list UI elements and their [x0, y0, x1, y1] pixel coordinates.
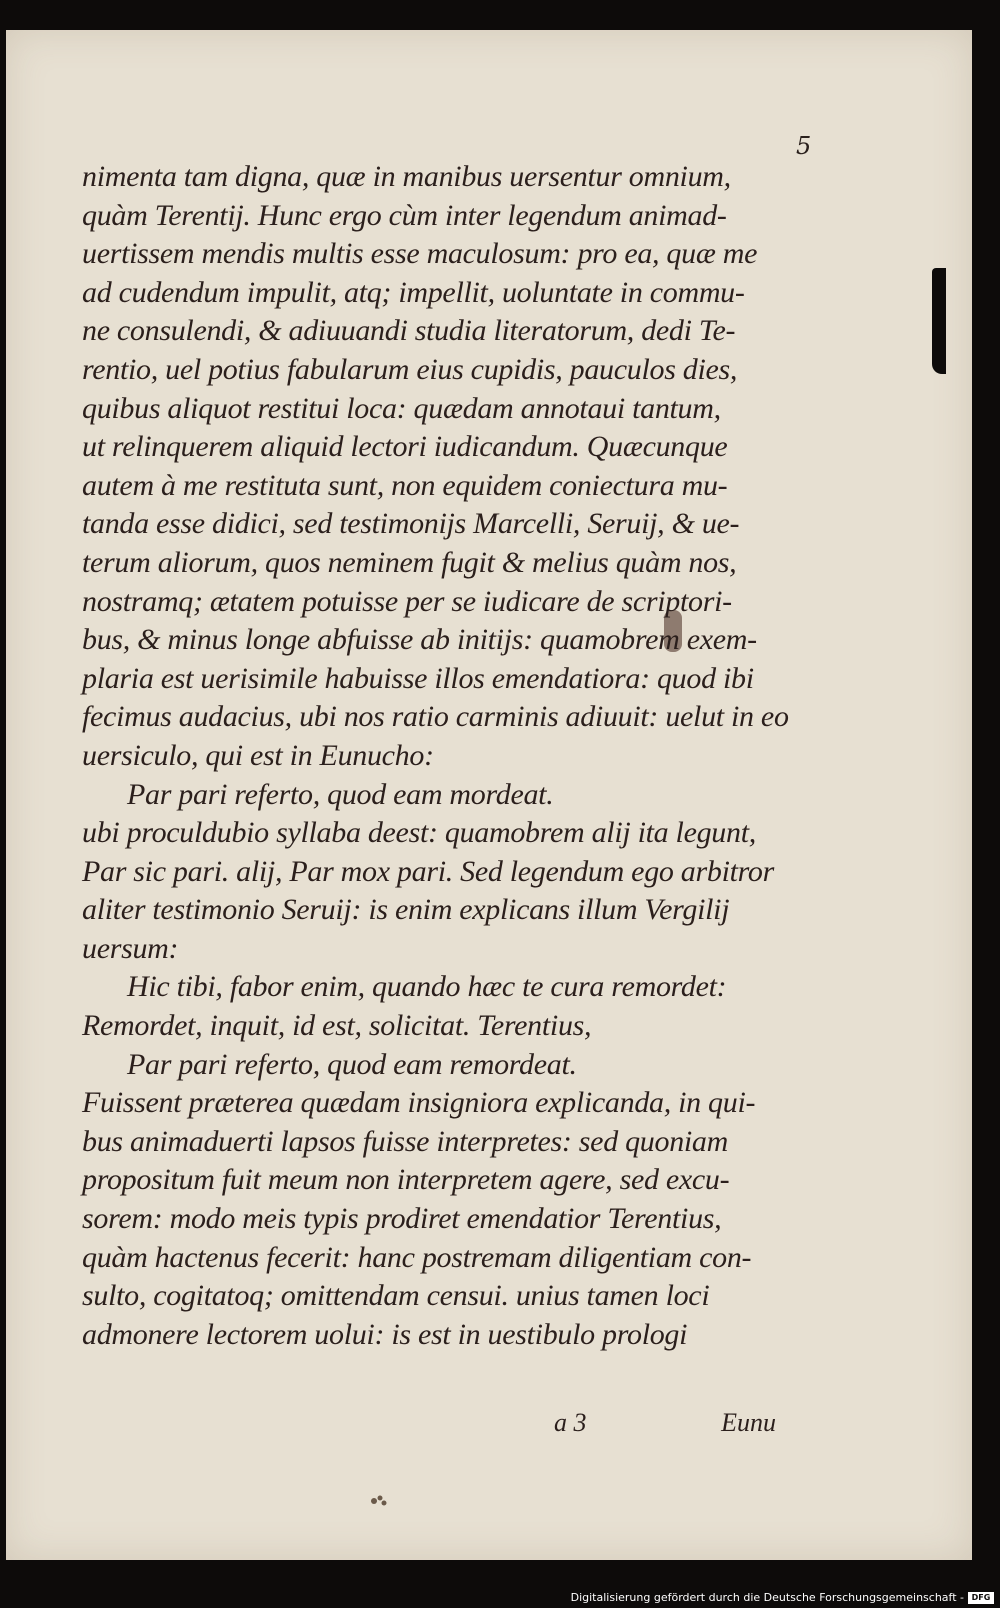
- text-line: uersiculo, qui est in Eunucho:: [82, 738, 434, 772]
- text-line: Fuissent præterea quædam insigniora explicanda, in qui-: [82, 1086, 756, 1120]
- text-line: quàm hactenus fecerit: hanc postremam diligentiam con-: [82, 1240, 752, 1274]
- text-line: sorem: modo meis typis prodiret emendatior Terentius,: [82, 1202, 722, 1236]
- text-line: propositum fuit meum non interpretem agere, sed excu-: [82, 1163, 730, 1197]
- text-line: tanda esse didici, sed testimonijs Marcelli, Seruij, & ue-: [82, 507, 740, 541]
- text-line: nostramq; ætatem potuisse per se iudicare de scriptori-: [82, 584, 732, 618]
- book-page: [6, 30, 972, 1560]
- text-line: admonere lectorem uolui: is est in uestibulo prologi: [82, 1317, 688, 1351]
- printer-ornament-icon: [368, 1492, 390, 1510]
- text-line: sulto, cogitatoq; omittendam censui. unius tamen loci: [82, 1279, 710, 1313]
- text-line: Hic tibi, fabor enim, quando hæc te cura remordet:: [127, 970, 727, 1004]
- text-line: ubi proculdubio syllaba deest: quamobrem alij ita legunt,: [82, 816, 756, 850]
- text-line: uertissem mendis multis esse maculosum: pro ea, quæ me: [82, 237, 758, 271]
- page-edge-damage: [932, 268, 946, 374]
- text-line: plaria est uerisimile habuisse illos emendatiora: quod ibi: [82, 661, 754, 695]
- catchword: Eunu: [721, 1408, 776, 1437]
- text-line: ut relinquerem aliquid lectori iudicandum. Quæcunque: [82, 430, 728, 464]
- text-line: quàm Terentij. Hunc ergo cùm inter legendum animad-: [82, 198, 727, 232]
- text-line: Remordet, inquit, id est, solicitat. Terentius,: [82, 1009, 592, 1043]
- text-line: terum aliorum, quos neminem fugit & melius quàm nos,: [82, 545, 737, 579]
- text-line: uersum:: [82, 931, 179, 965]
- page-number: 5: [796, 132, 812, 160]
- text-line: Par pari referto, quod eam mordeat.: [127, 777, 554, 811]
- body-text: [82, 158, 789, 1354]
- text-line: autem à me restituta sunt, non equidem coniectura mu-: [82, 468, 728, 502]
- dfg-logo: DFG: [968, 1592, 994, 1604]
- text-line: bus animaduerti lapsos fuisse interpretes: sed quoniam: [82, 1124, 728, 1158]
- text-line: nimenta tam digna, quæ in manibus uersentur omnium,: [82, 160, 731, 193]
- funding-credit: Digitalisierung gefördert durch die Deutsche Forschungsgemeinschaft -: [570, 1591, 964, 1604]
- page-footer: [554, 1408, 776, 1444]
- text-line: quibus aliquot restitui loca: quædam annotaui tantum,: [82, 391, 721, 425]
- credit-bar: [0, 1586, 1000, 1608]
- text-line: aliter testimonio Seruij: is enim explicans illum Vergilij: [82, 893, 730, 927]
- text-line: bus, & minus longe abfuisse ab initijs: quamobrem exem-: [82, 623, 757, 657]
- text-line: ne consulendi, & adiuuandi studia literatorum, dedi Te-: [82, 314, 736, 348]
- signature-mark: a 3: [554, 1408, 587, 1437]
- text-line: Par sic pari. alij, Par mox pari. Sed legendum ego arbitror: [82, 854, 774, 888]
- text-line: ad cudendum impulit, atq; impellit, uoluntate in commu-: [82, 275, 745, 309]
- text-line: rentio, uel potius fabularum eius cupidis, pauculos dies,: [82, 352, 738, 386]
- text-line: fecimus audacius, ubi nos ratio carminis adiuuit: uelut in eo: [82, 700, 789, 734]
- text-line: Par pari referto, quod eam remordeat.: [127, 1047, 577, 1081]
